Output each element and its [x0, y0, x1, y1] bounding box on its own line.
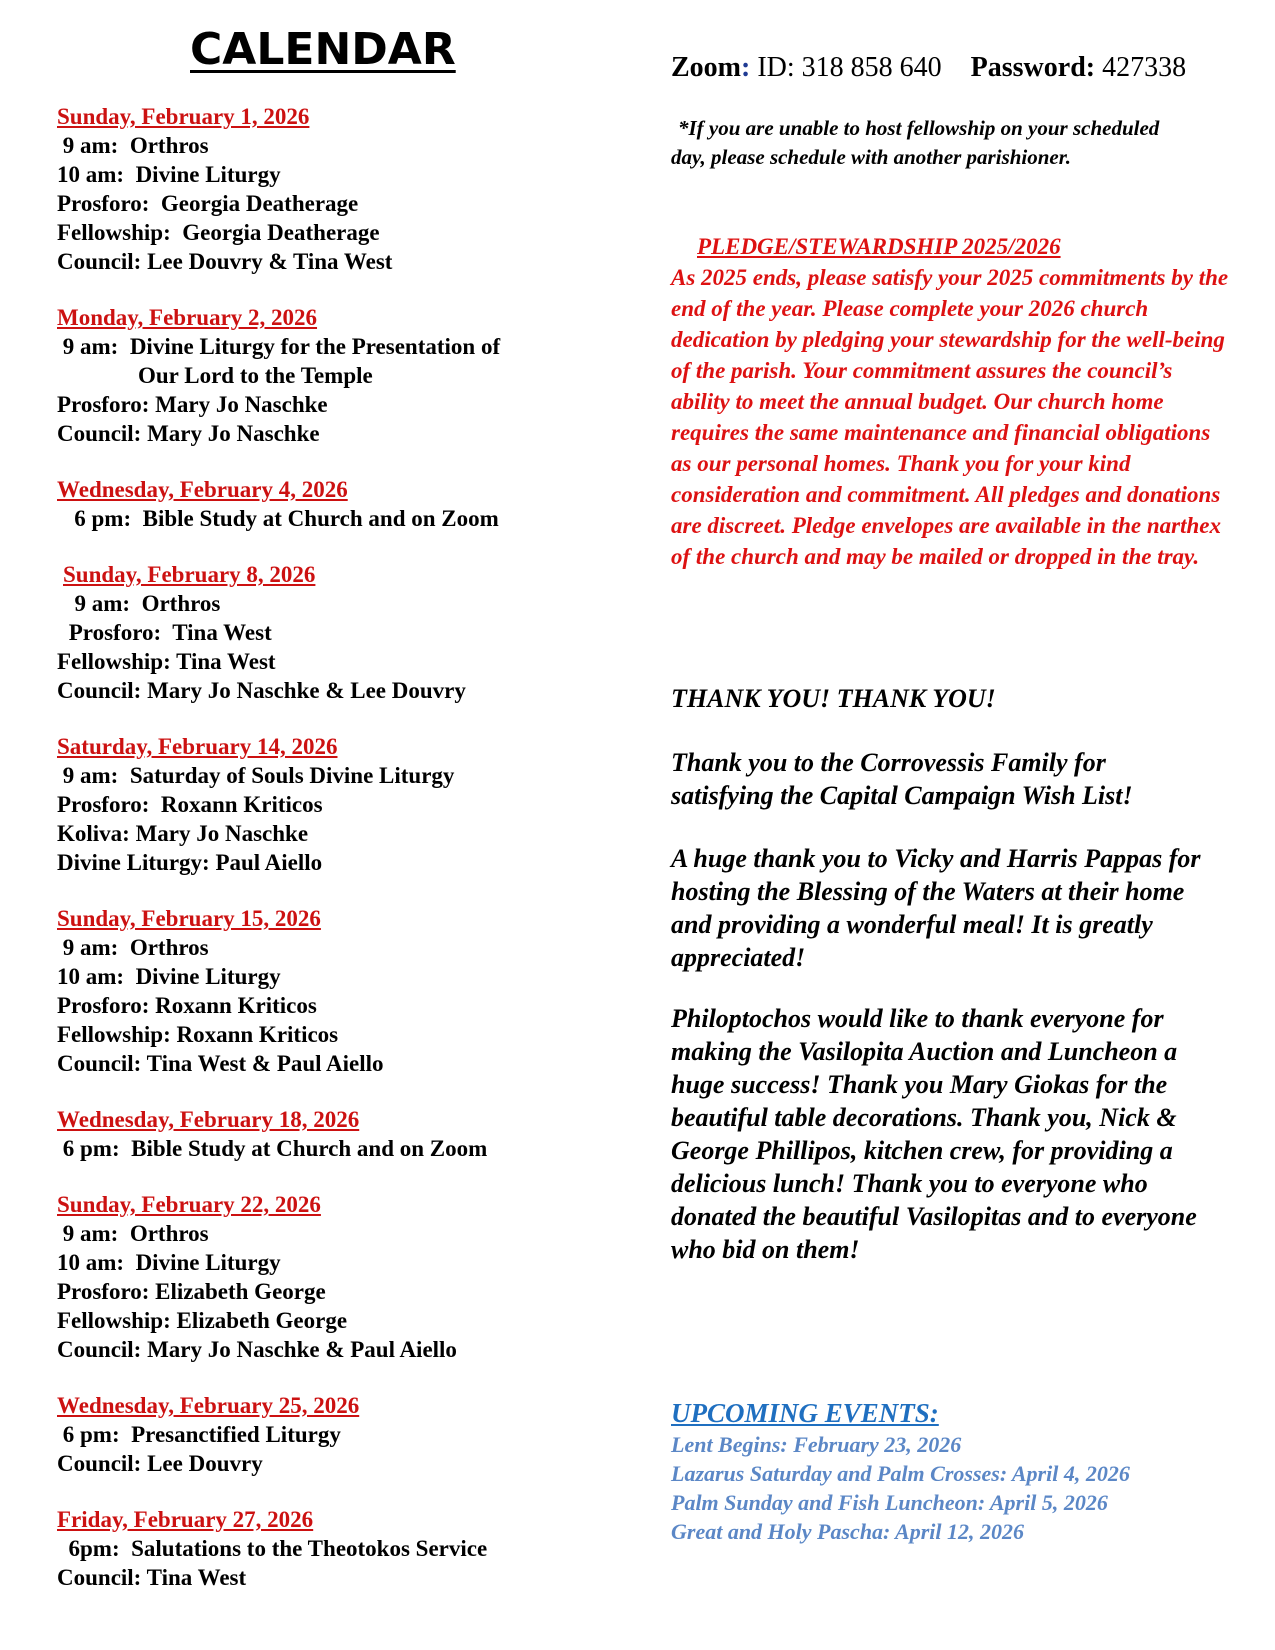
calendar-event — [57, 475, 617, 533]
zoom-id-label: ID: — [757, 52, 795, 83]
calendar-event — [57, 1505, 617, 1592]
event-line: Prosforo: Roxann Kriticos — [57, 792, 323, 817]
pledge-heading: PLEDGE/STEWARDSHIP 2025/2026 — [697, 234, 1061, 259]
event-line: Fellowship: Roxann Kriticos — [57, 1022, 339, 1047]
event-line: 9 am: Orthros — [57, 133, 209, 158]
upcoming-item: Great and Holy Pascha: April 12, 2026 — [671, 1519, 1025, 1544]
thank-you-heading: THANK YOU! THANK YOU! — [671, 684, 996, 713]
calendar-event — [57, 303, 617, 448]
event-date: Wednesday, February 18, 2026 — [57, 1107, 360, 1132]
upcoming-item: Lent Begins: February 23, 2026 — [671, 1432, 962, 1457]
event-line: 6 pm: Presanctified Liturgy — [57, 1422, 341, 1447]
zoom-info: Zoom: ID: 318 858 640 Password: 427338 — [671, 52, 1187, 83]
zoom-label: Zoom — [671, 52, 741, 83]
event-line: Council: Lee Douvry — [57, 1451, 263, 1476]
event-line: Prosforo: Georgia Deatherage — [57, 191, 359, 216]
calendar-event — [57, 1105, 617, 1163]
event-date: Sunday, February 15, 2026 — [57, 906, 321, 931]
calendar-event — [57, 102, 617, 276]
event-line: Our Lord to the Temple — [138, 363, 373, 388]
event-date: Friday, February 27, 2026 — [57, 1507, 314, 1532]
page-title: CALENDAR — [190, 24, 456, 75]
event-line: Prosforo: Roxann Kriticos — [57, 993, 317, 1018]
zoom-password-label: Password: — [970, 52, 1096, 83]
calendar-event — [57, 1391, 617, 1478]
announcement-note: Philoptochos would like to thank everyone for making the Vasilopita Auction and Luncheon a huge success! Thank you Mary Giokas for the beautiful table decorations. Thank you, Nick & George Phillipos, kitchen crew, for providing a delicious lunch! Thank you to everyone who donated the beautiful Vasilopitas and to everyone who bid on them! — [671, 1004, 1197, 1264]
event-line: Koliva: Mary Jo Naschke — [57, 821, 309, 846]
event-date: Saturday, February 14, 2026 — [57, 734, 338, 759]
event-date: Monday, February 2, 2026 — [57, 305, 318, 330]
upcoming-item: Palm Sunday and Fish Luncheon: April 5, 2026 — [671, 1490, 1108, 1515]
event-line: 10 am: Divine Liturgy — [57, 1250, 281, 1275]
event-line: Prosforo: Mary Jo Naschke — [57, 392, 328, 417]
event-line: Council: Mary Jo Naschke & Paul Aiello — [57, 1337, 457, 1362]
zoom-password-value: 427338 — [1102, 52, 1187, 83]
event-date: Sunday, February 22, 2026 — [57, 1192, 321, 1217]
pledge-section — [671, 231, 1231, 572]
event-line: Prosforo: Elizabeth George — [57, 1279, 326, 1304]
event-line: 10 am: Divine Liturgy — [57, 964, 281, 989]
calendar-event — [57, 732, 617, 877]
calendar-event — [57, 904, 617, 1078]
event-line: Council: Mary Jo Naschke & Lee Douvry — [57, 678, 466, 703]
calendar-list — [57, 102, 617, 1592]
event-line: 9 am: Orthros — [63, 591, 221, 616]
upcoming-item: Lazarus Saturday and Palm Crosses: April 4, 2026 — [671, 1461, 1130, 1486]
upcoming-events — [671, 1396, 1231, 1546]
event-date: Wednesday, February 25, 2026 — [57, 1393, 360, 1418]
event-line: 6 pm: Bible Study at Church and on Zoom — [57, 1136, 488, 1161]
event-line: 6 pm: Bible Study at Church and on Zoom — [57, 506, 499, 531]
calendar-event — [57, 1190, 617, 1364]
event-line: Fellowship: Elizabeth George — [57, 1308, 348, 1333]
event-line: 9 am: Divine Liturgy for the Presentation of — [57, 334, 501, 359]
upcoming-heading: UPCOMING EVENTS: — [671, 1398, 939, 1428]
event-date: Sunday, February 8, 2026 — [63, 562, 316, 587]
event-line: 9 am: Orthros — [57, 1221, 209, 1246]
event-line: Council: Tina West — [57, 1565, 247, 1590]
event-line: 9 am: Orthros — [57, 935, 209, 960]
zoom-id-value: 318 858 640 — [801, 52, 942, 83]
pledge-body: As 2025 ends, please satisfy your 2025 commitments by the end of the year. Please complete your 2026 church dedication by pledging your stewardship for the well-being of the parish. Your commitment assures the council’s ability to meet the annual budget. Our church home requires the same maintenance and financial obligations as our personal homes. Thank you for your kind consideration and commitment. All pledges and donations are discreet. Pledge envelopes are available in the narthex of the church and may be mailed or dropped in the tray. — [671, 265, 1229, 569]
announcement-note: Thank you to the Corrovessis Family for satisfying the Capital Campaign Wish List! — [671, 748, 1133, 810]
announcement-note: A huge thank you to Vicky and Harris Pappas for hosting the Blessing of the Waters at their home and providing a wonderful meal! It is greatly appreciated! — [671, 844, 1201, 972]
event-line: Fellowship: Georgia Deatherage — [57, 220, 380, 245]
event-line: Council: Lee Douvry & Tina West — [57, 249, 393, 274]
event-line: 6pm: Salutations to the Theotokos Service — [57, 1536, 488, 1561]
event-line: Council: Tina West & Paul Aiello — [57, 1051, 384, 1076]
event-line: Council: Mary Jo Naschke — [57, 421, 320, 446]
event-line: Prosforo: Tina West — [63, 620, 272, 645]
event-date: Wednesday, February 4, 2026 — [57, 477, 348, 502]
event-line: Fellowship: Tina West — [57, 649, 276, 674]
event-date: Sunday, February 1, 2026 — [57, 104, 310, 129]
event-line: 9 am: Saturday of Souls Divine Liturgy — [57, 763, 455, 788]
calendar-event — [57, 560, 617, 705]
fellowship-note: *If you are unable to host fellowship on your scheduled day, please schedule with another parishioner. — [671, 116, 1160, 169]
event-line: Divine Liturgy: Paul Aiello — [57, 850, 323, 875]
event-line: 10 am: Divine Liturgy — [57, 162, 281, 187]
